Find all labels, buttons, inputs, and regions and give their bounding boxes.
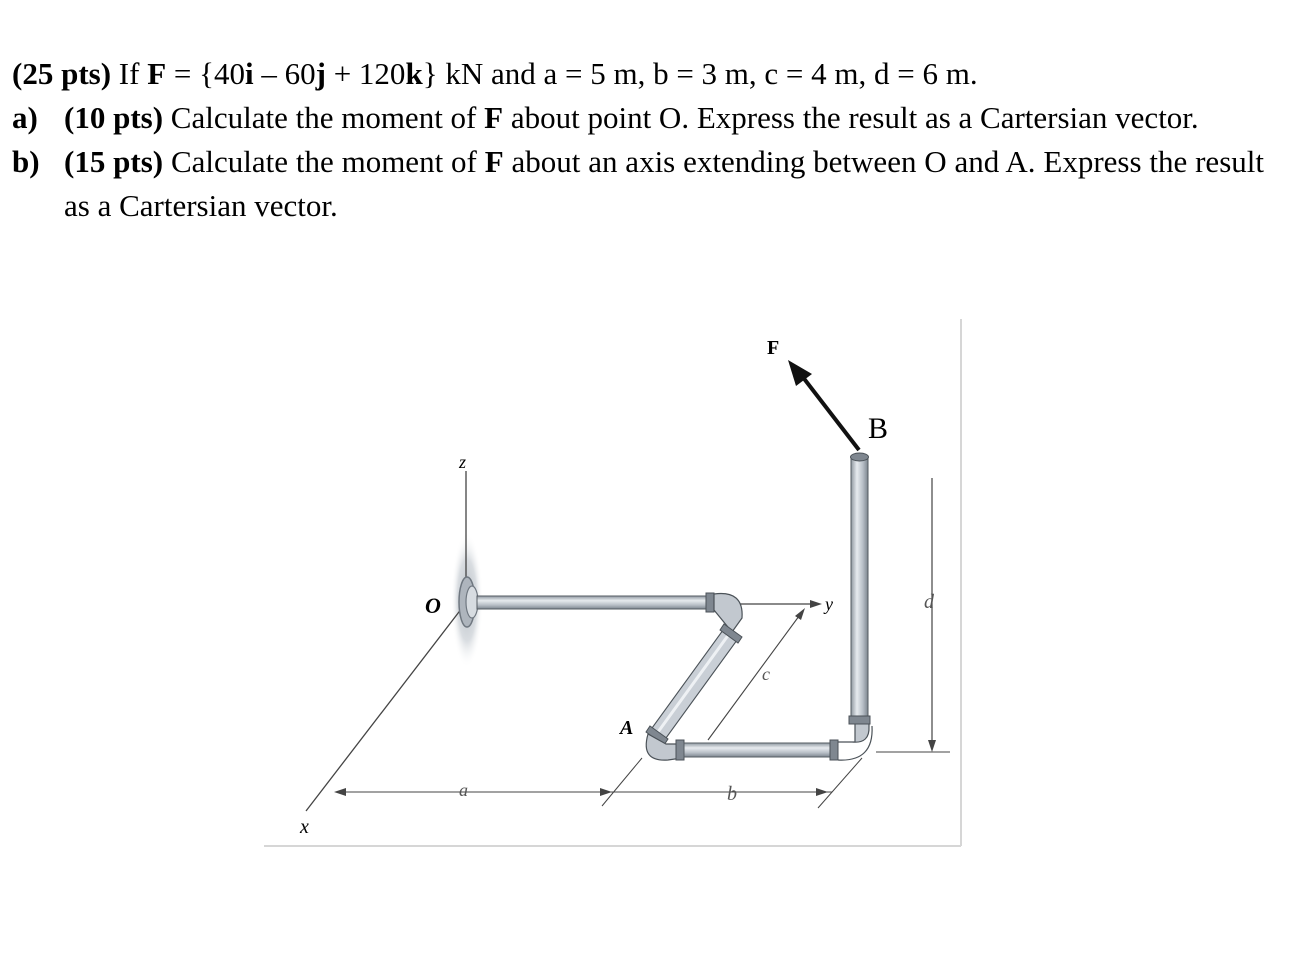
- elbow3-collar: [830, 740, 838, 760]
- label-axis-y: y: [825, 594, 833, 614]
- part-b-letter: b): [12, 144, 40, 179]
- label-axis-x: x: [300, 816, 309, 838]
- figure-svg: [262, 316, 966, 849]
- label-axis-z: z: [459, 452, 467, 472]
- flange-hub: [466, 586, 478, 618]
- part-b-force-symbol: F: [484, 144, 504, 179]
- elbow1: [714, 594, 742, 633]
- pipe-top-cap: [851, 453, 869, 461]
- label-origin: O: [425, 593, 441, 618]
- y-axis-arrowhead: [810, 600, 822, 608]
- part-a-force-symbol: F: [484, 100, 504, 135]
- part-b: [12, 140, 1264, 228]
- label-force: F: [767, 337, 780, 359]
- problem-header: [12, 52, 1264, 96]
- eq-open: = {40: [166, 56, 245, 91]
- pipe-segment-b: [684, 743, 834, 757]
- plus-120: + 120: [325, 56, 406, 91]
- part-a-points: (10 pts): [64, 100, 164, 135]
- force-symbol: F: [147, 56, 167, 91]
- dim-a-arrowhead-left: [334, 788, 346, 796]
- dim-a-tick: [602, 758, 642, 806]
- pipe-segment-d: [851, 456, 868, 722]
- dim-d-arrowhead: [928, 740, 936, 752]
- x-axis-line: [306, 608, 462, 811]
- elbow2-collar: [676, 740, 684, 760]
- unit-i: i: [245, 56, 254, 91]
- part-b-points: (15 pts): [64, 144, 164, 179]
- label-dim-b: b: [727, 783, 737, 805]
- pipe-d-collar: [849, 716, 870, 724]
- part-a-text-1: Calculate the moment of: [163, 100, 485, 135]
- pipe-segment-oy: [477, 596, 717, 609]
- pipe-c-highlight: [658, 630, 732, 732]
- dim-b-arrowhead: [816, 788, 828, 796]
- pipe-assembly-figure: [262, 316, 966, 849]
- part-b-text-1: Calculate the moment of: [163, 144, 485, 179]
- force-arrow-shaft: [802, 376, 859, 450]
- unit-j: j: [315, 56, 326, 91]
- part-a-body: [64, 96, 1264, 140]
- minus-60: – 60: [253, 56, 316, 91]
- dim-b-tick: [818, 758, 862, 808]
- part-a-letter: a): [12, 100, 38, 135]
- part-b-text-2: about an axis extending between O and A. Express the result as a Cartersian vector.: [64, 144, 1264, 223]
- part-b-body: [64, 140, 1264, 228]
- problem-statement: [12, 52, 1264, 228]
- part-a-text-2: about point O. Express the result as a Cartersian vector.: [503, 100, 1199, 135]
- header-rest: } kN and a = 5 m, b = 3 m, c = 4 m, d = 6 m.: [422, 56, 978, 91]
- label-point-a: A: [620, 717, 634, 739]
- header-if: If: [111, 56, 148, 91]
- label-dim-a: a: [459, 780, 468, 800]
- problem-points: (25 pts): [12, 56, 112, 91]
- label-dim-d: d: [924, 591, 934, 613]
- part-a: [12, 96, 1264, 140]
- dim-c-arrowhead: [795, 608, 805, 620]
- label-point-b: B: [868, 412, 889, 445]
- unit-k: k: [405, 56, 423, 91]
- dim-a-arrowhead-right: [600, 788, 612, 796]
- elbow1-collar: [706, 593, 714, 612]
- label-dim-c: c: [762, 664, 770, 684]
